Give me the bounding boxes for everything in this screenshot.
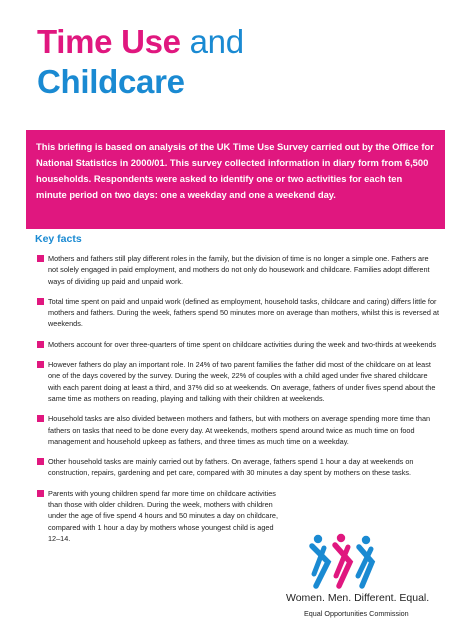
organisation-name: Equal Opportunities Commission xyxy=(304,609,409,618)
page-title xyxy=(37,22,244,102)
title-part-childcare: Childcare xyxy=(37,63,185,100)
fact-item xyxy=(37,488,278,544)
fact-item xyxy=(37,339,440,350)
square-bullet-icon xyxy=(37,341,44,348)
fact-text: Parents with young children spend far more time on childcare activities than those with older children. During the week, mothers with children under the age of five spend 4 hours and 50 minutes a day on childcare, compared with 1 hour a day by mothers whose youngest child is aged 12–14. xyxy=(48,488,279,543)
square-bullet-icon xyxy=(37,490,44,497)
key-facts-list xyxy=(37,253,440,553)
fact-text: Mothers account for over three-quarters of time spent on childcare activities during the week and two-thirds at weekends xyxy=(48,339,437,349)
intro-text: This briefing is based on analysis of the UK Time Use Survey carried out by the Office for National Statistics in 2000/01. This survey collected information in diary form from 6,500 households. Respondents were asked to identify one or two activities for each ten minute period on two days: one a weekday and one a weekend day. xyxy=(36,141,434,200)
fact-item xyxy=(37,359,440,404)
fact-text: Other household tasks are mainly carried out by fathers. On average, fathers spend 1 hour a day at weekends on construction, repairs, gardening and pet care, compared with 30 minutes a day spent by mothers on these tasks. xyxy=(48,457,414,478)
key-facts-heading: Key facts xyxy=(35,233,82,245)
square-bullet-icon xyxy=(37,458,44,465)
title-part-and: and xyxy=(180,23,244,60)
title-part-time-use: Time Use xyxy=(37,23,181,60)
fact-item xyxy=(37,253,440,287)
fact-text: However fathers do play an important role. In 24% of two parent families the father did most of the childcare on at least one of the days covered by the survey. During the week, 22% of couples with a child aged under five shared childcare with each parent doing at least a third, and 37% did so at weekends. On average, fathers of under fives spend about the same time as mothers on reading, playing and talking with their children at weekends. xyxy=(48,360,436,403)
square-bullet-icon xyxy=(37,255,44,262)
fact-item xyxy=(37,413,440,447)
logo-tagline: Women. Men. Different. Equal. xyxy=(286,592,430,604)
figures-logo-icon xyxy=(308,532,378,590)
intro-box xyxy=(26,130,445,229)
square-bullet-icon xyxy=(37,415,44,422)
fact-item xyxy=(37,296,440,330)
square-bullet-icon xyxy=(37,361,44,368)
eoc-logo xyxy=(286,532,446,632)
fact-item xyxy=(37,456,440,479)
fact-text: Mothers and fathers still play different roles in the family, but the division of time is no longer a simple one. Fathers are not solely engaged in paid employment, and mothers do not only do housework and childcare. Families adopt different ways of dividing up paid and unpaid work. xyxy=(48,254,430,286)
fact-text: Total time spent on paid and unpaid work (defined as employment, household tasks, childcare and caring) differs little for mothers and fathers. During the week, fathers spend 50 minutes more on average than mothers, whilst this is reversed at weekends. xyxy=(48,296,439,329)
fact-text: Household tasks are also divided between mothers and fathers, but with mothers on average spending more time than fathers on tasks that need to be done every day. At weekends, mothers spend around twice as much time on food management and household upkeep as fathers, and three times as much time on a weekday. xyxy=(48,414,431,446)
square-bullet-icon xyxy=(37,298,44,305)
